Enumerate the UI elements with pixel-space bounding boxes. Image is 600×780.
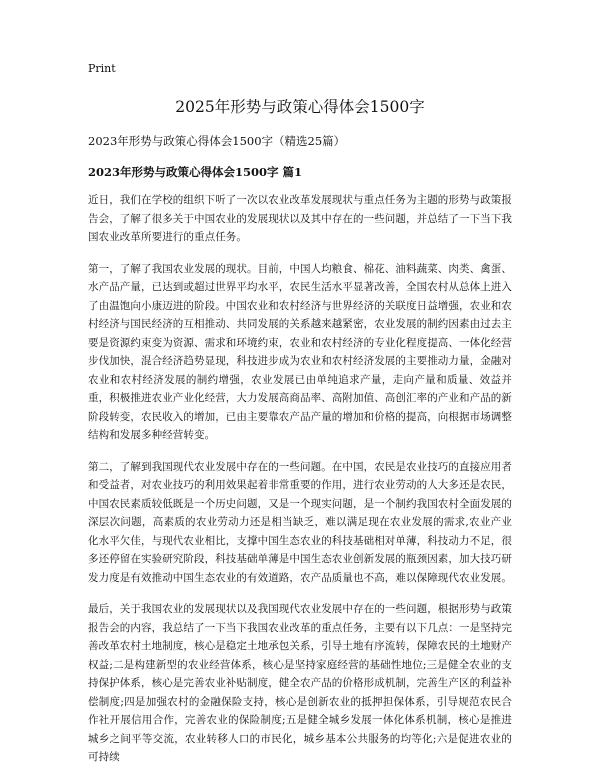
section-heading: 2023年形势与政策心得体会1500字 篇1 bbox=[88, 165, 303, 179]
print-label[interactable]: Print bbox=[88, 62, 116, 75]
paragraph-intro: 近日，我们在学校的组织下听了一次以农业改革发展现状与重点任务为主题的形势与政策报告会，了解了很多关于中国农业的发展现状以及其中存在的一些问题，并总结了一下当下我国农业改革所要进行的重点任务。 bbox=[88, 194, 512, 243]
document-subtitle: 2023年形势与政策心得体会1500字（精选25篇） bbox=[88, 134, 346, 148]
paragraph-first: 第一，了解了我国农业发展的现状。目前，中国人均粮食、棉花、油料蔬菜、肉类、禽蛋、水产品产量，已达到或超过世界平均水平，农民生活水平显著改善，全国农村从总体上进入了由温饱向小康迈进的阶段。中国农业和农村经济与世界经济的关联度日益增强，农业和农村经济与国民经济的互相推动、共同发展的关系越来越紧密，农业发展的制约因素由过去主要是资源约束变为资源、需求和环境约束，农业和农村经济的专业化程度提高、一体化经营步伐加快，混合经济趋势显现，科技进步成为农业和农村经济发展的主要推动力量，金融对农业和农村经济发展的制约增强，农业发展已由单纯追求产量，走向产量和质量、效益并重，积极推进农业产业化经营，大力发展高商品率、高附加值、高创汇率的产业和产品的新阶段转变，农民收入的增加，已由主要靠农产品产量的增加和价格的提高，向根据市场调整结构和发展多种经营转变。 bbox=[88, 262, 512, 441]
paragraph-second: 第二，了解到我国现代农业发展中存在的一些问题。在中国，农民是农业技巧的直接应用者和受益者，对农业技巧的利用效果起着非常重要的作用，进行农业劳动的人大多还是农民，中国农民素质较低既是一个历史问题，又是一个现实问题，是一个制约我国农村全面发展的深层次问题，高素质的农业劳动力还是相当缺乏，难以满足现在农业发展的需求,农业产业化水平欠佳，与现代农业相比，支撑中国生态农业的科技基础相对单薄，科技动力不足，很多还停留在实验研究阶段，科技基础单薄是中国生态农业创新发展的瓶颈因素，加大技巧研发力度是有效推动中国生态农业的有效道路，农产品质量也不高，难以保障现代农业发展。 bbox=[88, 460, 512, 584]
paragraph-last: 最后，关于我国农业的发展现状以及我国现代农业发展中存在的一些问题，根据形势与政策报告会的内容，我总结了一下当下我国农业改革的重点任务，主要有以下几点：一是坚持完善改革农村土地制度，核心是稳定土地承包关系，引导土地有序流转，保障农民的土地财产权益;二是构建新型的农业经营体系，核心是坚持家庭经营的基础性地位;三是健全农业的支持保护体系，核心是完善农业补贴制度，健全农产品的价格形成机制，完善生产区的利益补偿制度;四是加强农村的金融保险支持，核心是创新农业的抵押担保体系，引导规范农民合作社开展信用合作，完善农业的保险制度;五是健全城乡发展一体化体系机制，核心是推进城乡之间平等交流，农业转移人口的市民化，城乡基本公共服务的均等化;六是促进农业的可持续 bbox=[88, 603, 512, 763]
document-page bbox=[88, 62, 512, 780]
document-title: 2025年形势与政策心得体会1500字 bbox=[175, 98, 425, 116]
